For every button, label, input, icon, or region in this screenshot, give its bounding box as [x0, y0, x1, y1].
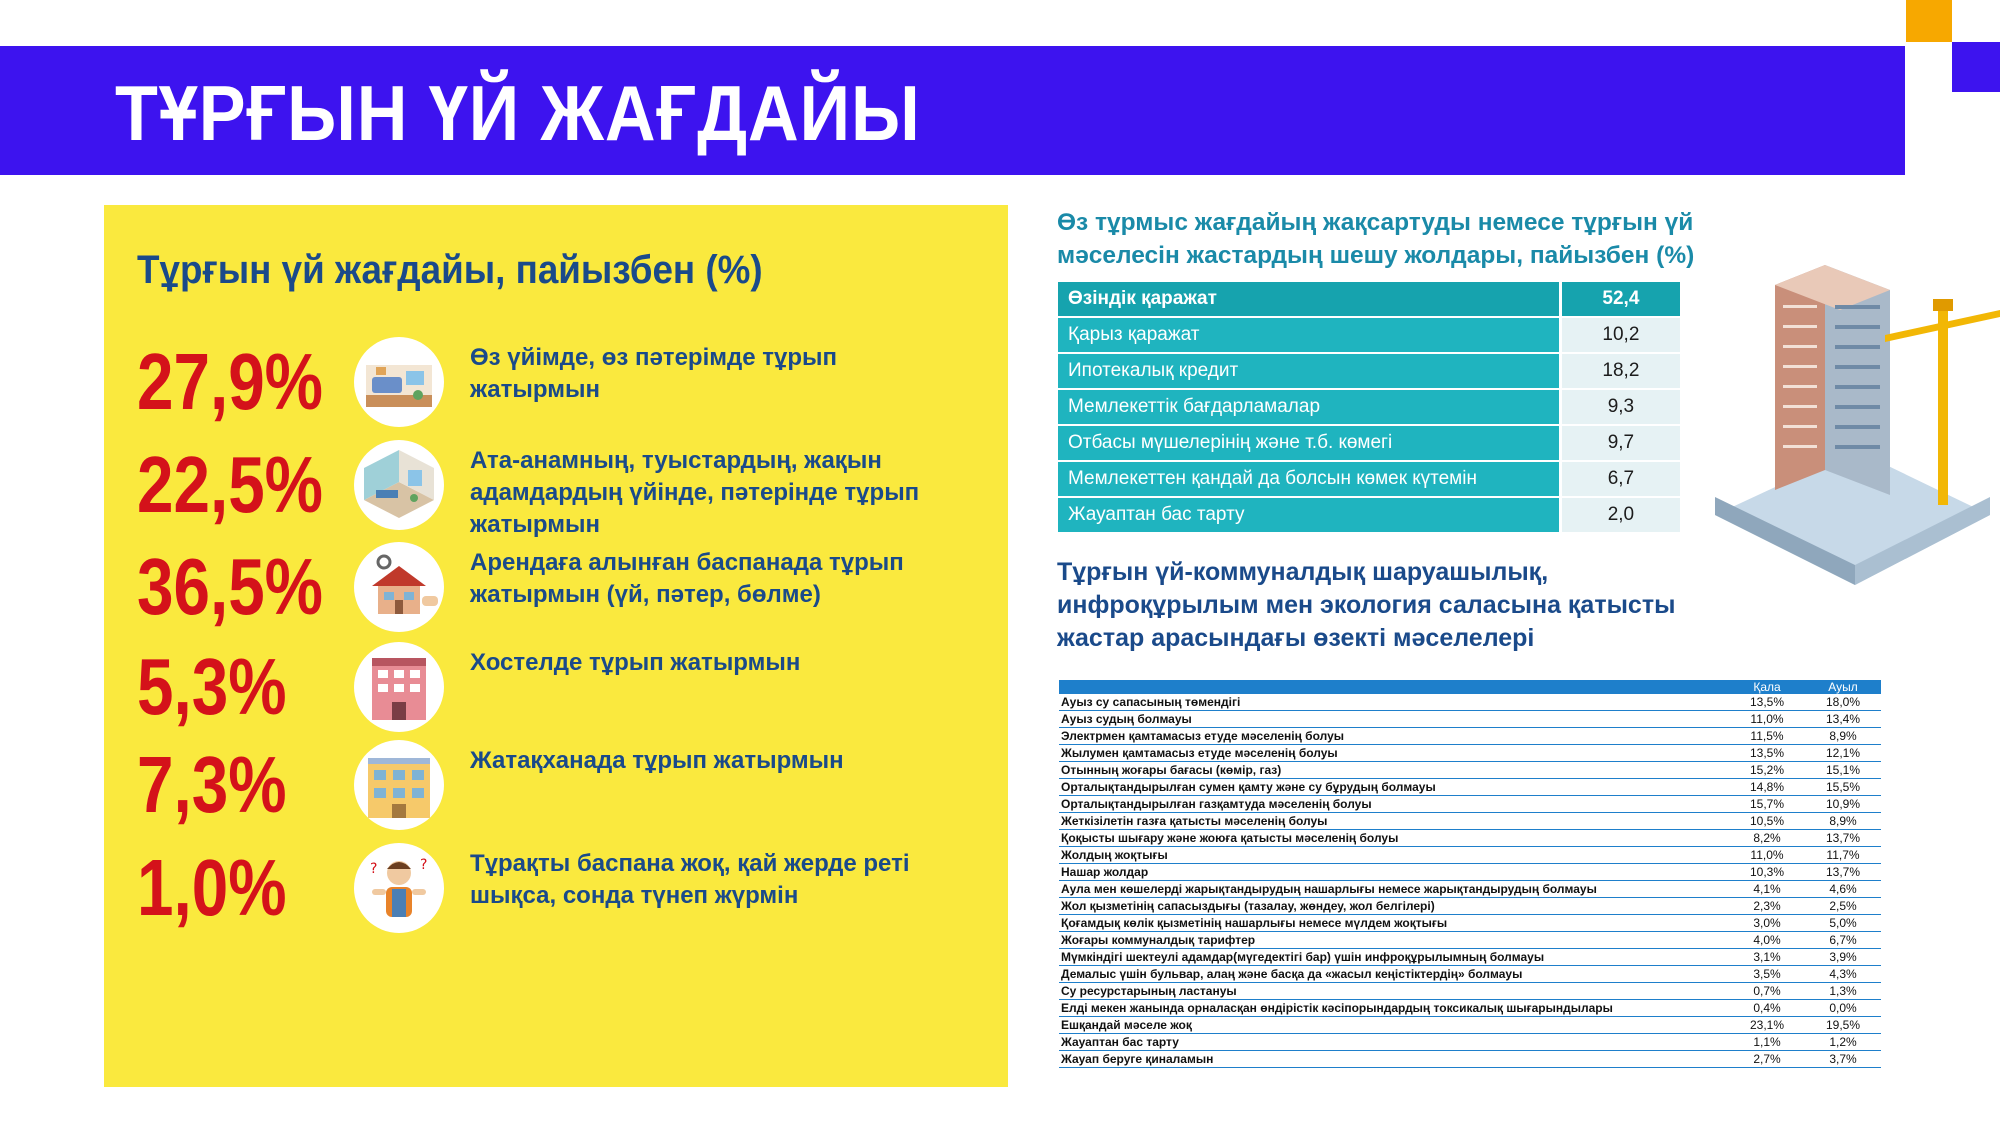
housing-panel-heading: Тұрғын үй жағдайы, пайызбен (%) — [137, 248, 763, 292]
city-value: 2,7% — [1729, 1051, 1805, 1068]
city-value: 13,5% — [1729, 745, 1805, 762]
city-value: 15,7% — [1729, 796, 1805, 813]
village-value: 1,3% — [1805, 983, 1881, 1000]
city-value: 11,0% — [1729, 711, 1805, 728]
table-row — [1059, 847, 1881, 864]
issue-name: Орталықтандырылған газқамтуда мәселенің болуы — [1059, 796, 1729, 813]
table-row — [1059, 762, 1881, 779]
village-value: 18,0% — [1805, 694, 1881, 711]
issue-name: Ешқандай мәселе жоқ — [1059, 1017, 1729, 1034]
stat-row-rented-home — [104, 537, 1008, 637]
table-row — [1059, 1017, 1881, 1034]
column-header — [1059, 680, 1729, 694]
decor-orange-square — [1906, 0, 1952, 42]
row-value: 52,4 — [1562, 282, 1680, 316]
issue-name: Ауыз су сапасының төмендігі — [1059, 694, 1729, 711]
homeless-person-icon — [354, 843, 444, 933]
hotel-icon — [354, 642, 444, 732]
village-value: 0,0% — [1805, 1000, 1881, 1017]
table-row — [1059, 1000, 1881, 1017]
decor-blue-square — [1952, 42, 2000, 92]
table-row — [1059, 1051, 1881, 1068]
row-label: Ипотекалық кредит — [1058, 354, 1562, 388]
issue-name: Қоғамдық көлік қызметінің нашарлығы немесе мүлдем жоқтығы — [1059, 915, 1729, 932]
city-value: 15,2% — [1729, 762, 1805, 779]
city-value: 10,3% — [1729, 864, 1805, 881]
issue-name: Мүмкіндігі шектеулі адамдар(мүгедектігі бар) үшін инфроқұрылымның болмауы — [1059, 949, 1729, 966]
table-row — [1059, 915, 1881, 932]
row-value: 10,2 — [1562, 318, 1680, 352]
city-value: 23,1% — [1729, 1017, 1805, 1034]
row-value: 9,3 — [1562, 390, 1680, 424]
village-value: 5,0% — [1805, 915, 1881, 932]
column-header-city: Қала — [1729, 680, 1805, 694]
issue-name: Жолдың жоқтығы — [1059, 847, 1729, 864]
village-value: 3,7% — [1805, 1051, 1881, 1068]
row-label: Мемлекеттен қандай да болсын көмек күтемін — [1058, 462, 1562, 496]
row-label: Өзіндік қаражат — [1058, 282, 1562, 316]
header-banner — [0, 46, 1905, 175]
stat-row-relatives-home — [104, 435, 1008, 538]
table-row — [1058, 462, 1680, 496]
city-value: 4,0% — [1729, 932, 1805, 949]
row-label: Жауаптан бас тарту — [1058, 498, 1562, 532]
issue-name: Аула мен көшелерді жарықтандырудың нашарлығы немесе жарықтандырудың болмауы — [1059, 881, 1729, 898]
issue-name: Нашар жолдар — [1059, 864, 1729, 881]
table-row — [1058, 498, 1680, 532]
issues-table — [1059, 680, 1881, 1068]
table-row — [1059, 966, 1881, 983]
svg-text:?: ? — [420, 857, 428, 873]
building-under-construction-icon — [1705, 265, 2000, 595]
issue-name: Орталықтандырылған сумен қамту және су бұрудың болмауы — [1059, 779, 1729, 796]
table-row — [1059, 694, 1881, 711]
row-value: 2,0 — [1562, 498, 1680, 532]
ways-title: Өз тұрмыс жағдайың жақсартуды немесе тұрғын үй мәселесін жастардың шешу жолдары, пайызбен (%) — [1057, 209, 1695, 269]
stat-label: Тұрақты баспана жоқ, қай жерде реті шықса, сонда түнеп жүрмін — [470, 850, 910, 909]
issue-name: Жеткізілетін газға қатысты мәселенің болуы — [1059, 813, 1729, 830]
city-value: 11,0% — [1729, 847, 1805, 864]
city-value: 8,2% — [1729, 830, 1805, 847]
row-value: 6,7 — [1562, 462, 1680, 496]
stat-row-own-home — [104, 332, 1008, 432]
issue-name: Демалыс үшін бульвар, алаң және басқа да «жасыл кеңістіктердің» болмауы — [1059, 966, 1729, 983]
city-value: 4,1% — [1729, 881, 1805, 898]
row-label: Қарыз қаражат — [1058, 318, 1562, 352]
table-row — [1059, 983, 1881, 1000]
ways-table — [1058, 280, 1680, 534]
city-value: 0,4% — [1729, 1000, 1805, 1017]
stat-label: Арендаға алынған баспанада тұрып жатырмын (үй, пәтер, бөлме) — [470, 549, 904, 608]
village-value: 1,2% — [1805, 1034, 1881, 1051]
stat-value: 5,3% — [137, 642, 287, 731]
table-row — [1059, 711, 1881, 728]
issue-name: Ауыз судың болмауы — [1059, 711, 1729, 728]
stat-label: Хостелде тұрып жатырмын — [470, 649, 801, 676]
house-rent-icon — [354, 542, 444, 632]
stat-row-no-housing — [104, 838, 1008, 938]
stat-row-hostel — [104, 637, 1008, 737]
table-row — [1058, 282, 1680, 316]
table-header-row — [1059, 680, 1881, 694]
issue-name: Электрмен қамтамасыз етуде мәселенің болуы — [1059, 728, 1729, 745]
village-value: 3,9% — [1805, 949, 1881, 966]
issue-name: Су ресурстарының ластануы — [1059, 983, 1729, 1000]
table-row — [1059, 779, 1881, 796]
table-row — [1059, 932, 1881, 949]
stat-value: 27,9% — [137, 337, 324, 426]
city-value: 2,3% — [1729, 898, 1805, 915]
stat-value: 1,0% — [137, 843, 287, 932]
village-value: 8,9% — [1805, 728, 1881, 745]
city-value: 3,1% — [1729, 949, 1805, 966]
table-row — [1059, 864, 1881, 881]
apartment-room-icon — [354, 440, 444, 530]
village-value: 10,9% — [1805, 796, 1881, 813]
issue-name: Елді мекен жанында орналасқан өндірістік кәсіпорындардың токсикалық шығарындылары — [1059, 1000, 1729, 1017]
stat-value: 7,3% — [137, 740, 287, 829]
village-value: 6,7% — [1805, 932, 1881, 949]
table-row — [1058, 354, 1680, 388]
village-value: 15,1% — [1805, 762, 1881, 779]
table-row — [1059, 881, 1881, 898]
village-value: 11,7% — [1805, 847, 1881, 864]
column-header-village: Ауыл — [1805, 680, 1881, 694]
dormitory-icon — [354, 740, 444, 830]
row-value: 9,7 — [1562, 426, 1680, 460]
table-row — [1059, 796, 1881, 813]
issue-name: Жылумен қамтамасыз етуде мәселенің болуы — [1059, 745, 1729, 762]
village-value: 8,9% — [1805, 813, 1881, 830]
village-value: 13,7% — [1805, 864, 1881, 881]
row-label: Отбасы мүшелерінің және т.б. көмегі — [1058, 426, 1562, 460]
issue-name: Қоқысты шығару және жоюға қатысты мәселенің болуы — [1059, 830, 1729, 847]
row-label: Мемлекеттік бағдарламалар — [1058, 390, 1562, 424]
stat-row-dormitory — [104, 735, 1008, 835]
table-row — [1059, 949, 1881, 966]
stat-value: 36,5% — [137, 542, 324, 631]
city-value: 1,1% — [1729, 1034, 1805, 1051]
city-value: 0,7% — [1729, 983, 1805, 1000]
village-value: 4,6% — [1805, 881, 1881, 898]
stat-label: Өз үйімде, өз пәтерімде тұрып жатырмын — [470, 344, 837, 403]
city-value: 14,8% — [1729, 779, 1805, 796]
village-value: 12,1% — [1805, 745, 1881, 762]
city-value: 10,5% — [1729, 813, 1805, 830]
housing-panel — [104, 205, 1008, 1087]
city-value: 13,5% — [1729, 694, 1805, 711]
village-value: 2,5% — [1805, 898, 1881, 915]
page-title: ТҰРҒЫН ҮЙ ЖАҒДАЙЫ — [115, 69, 921, 157]
stat-label: Жатақханада тұрып жатырмын — [470, 747, 844, 774]
row-value: 18,2 — [1562, 354, 1680, 388]
issue-name: Жауаптан бас тарту — [1059, 1034, 1729, 1051]
svg-text:?: ? — [370, 861, 378, 877]
issue-name: Жоғары коммуналдық тарифтер — [1059, 932, 1729, 949]
city-value: 11,5% — [1729, 728, 1805, 745]
table-row — [1059, 745, 1881, 762]
village-value: 4,3% — [1805, 966, 1881, 983]
table-row — [1058, 426, 1680, 460]
village-value: 19,5% — [1805, 1017, 1881, 1034]
table-row — [1059, 830, 1881, 847]
table-row — [1059, 813, 1881, 830]
issue-name: Жол қызметінің сапасыздығы (тазалау, жөндеу, жол белгілері) — [1059, 898, 1729, 915]
table-row — [1059, 898, 1881, 915]
living-room-icon — [354, 337, 444, 427]
table-row — [1059, 728, 1881, 745]
issues-title: Тұрғын үй-коммуналдық шаруашылық, инфроқұрылым мен экология саласына қатысты жастар арасындағы өзекті мәселелері — [1057, 558, 1676, 652]
village-value: 13,4% — [1805, 711, 1881, 728]
stat-label: Ата-анамның, туыстардың, жақын адамдардың үйінде, пәтерінде тұрып жатырмын — [470, 447, 920, 538]
city-value: 3,0% — [1729, 915, 1805, 932]
table-row — [1059, 1034, 1881, 1051]
stat-value: 22,5% — [137, 440, 324, 529]
issue-name: Жауап беруге қиналамын — [1059, 1051, 1729, 1068]
village-value: 15,5% — [1805, 779, 1881, 796]
city-value: 3,5% — [1729, 966, 1805, 983]
table-row — [1058, 318, 1680, 352]
village-value: 13,7% — [1805, 830, 1881, 847]
table-row — [1058, 390, 1680, 424]
issue-name: Отынның жоғары бағасы (көмір, газ) — [1059, 762, 1729, 779]
